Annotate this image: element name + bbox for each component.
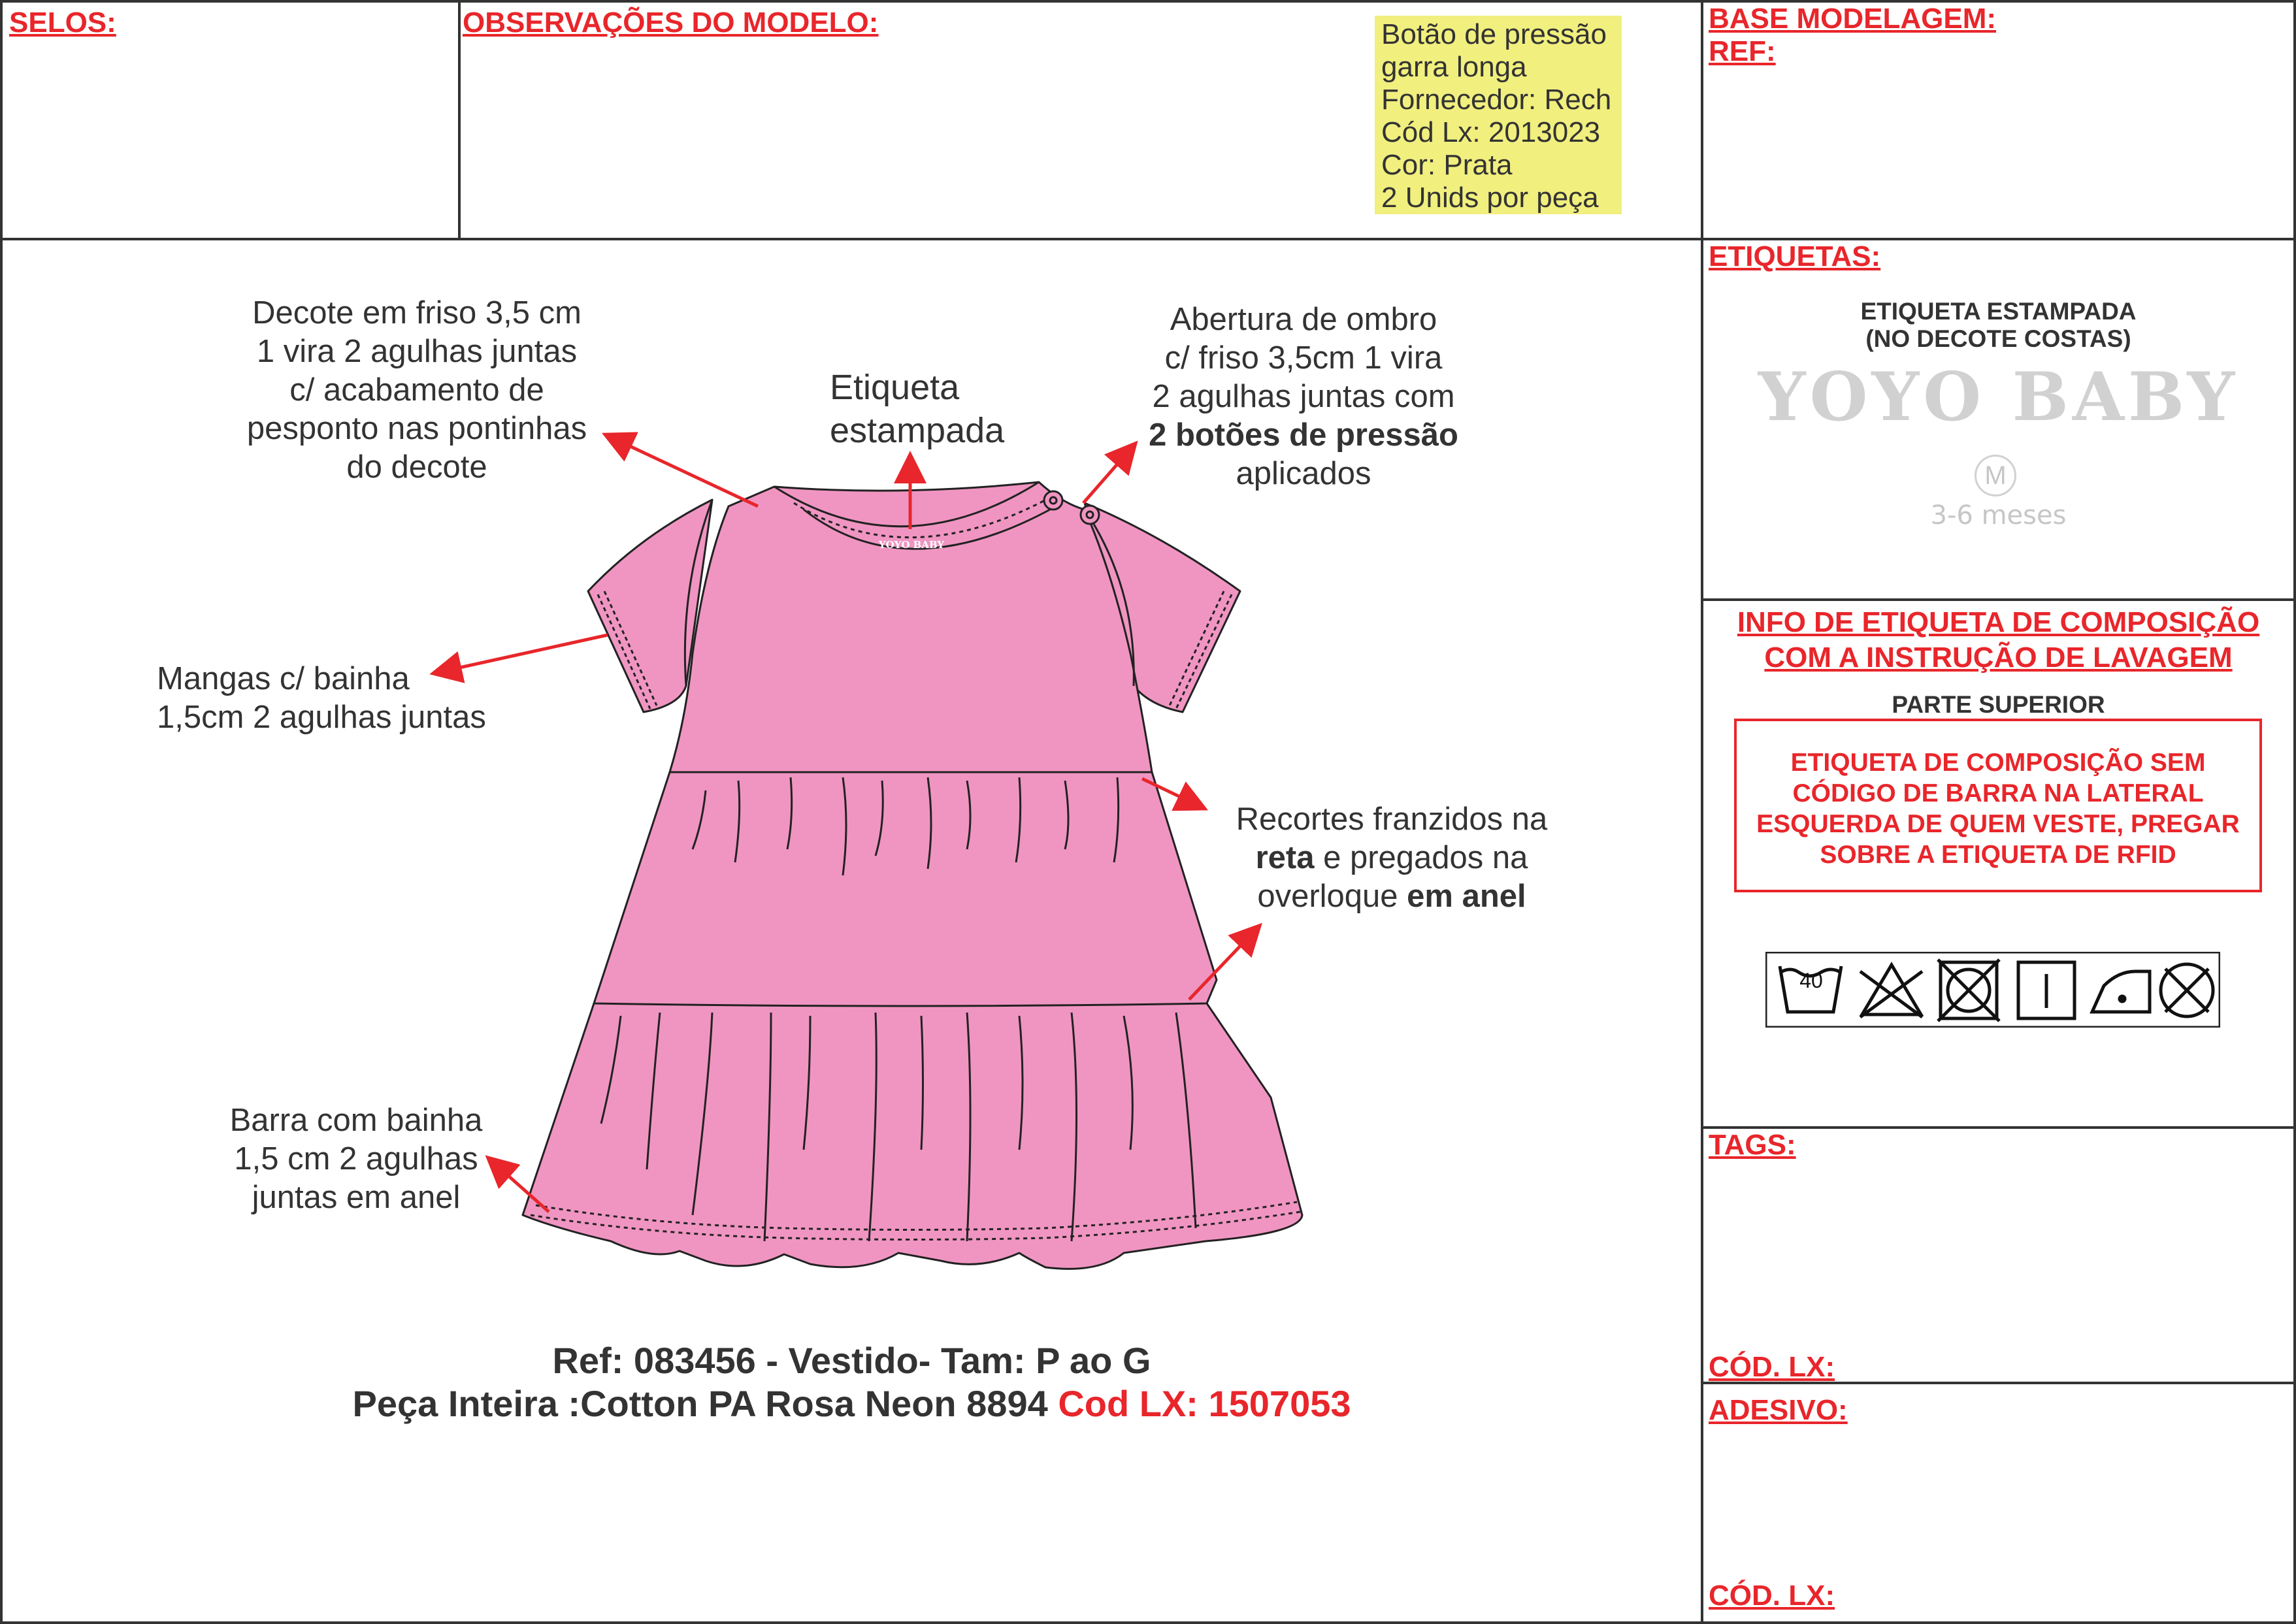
info-title-1: INFO DE ETIQUETA DE COMPOSIÇÃO bbox=[1737, 606, 2260, 638]
observacoes-heading: OBSERVAÇÕES DO MODELO: bbox=[463, 7, 879, 39]
line-dry-icon bbox=[2018, 962, 2075, 1018]
base-modelagem-heading: BASE MODELAGEM: bbox=[1709, 3, 1996, 35]
care-symbols bbox=[1765, 952, 2220, 1028]
decote-note bbox=[221, 294, 613, 487]
warning-line: ESQUERDA DE QUEM VESTE, PREGAR bbox=[1756, 810, 2240, 838]
fabric-description: Peça Inteira :Cotton PA Rosa Neon 8894 bbox=[352, 1383, 1058, 1424]
reference-line-2 bbox=[0, 1382, 1703, 1425]
iron-low-icon bbox=[2092, 971, 2150, 1012]
adesivo-heading: ADESIVO: bbox=[1709, 1394, 1848, 1426]
selos-heading: SELOS: bbox=[9, 7, 116, 39]
ombro-line: aplicados bbox=[1236, 456, 1371, 491]
recortes-note bbox=[1196, 800, 1588, 916]
ombro-bold-line: 2 botões de pressão bbox=[1149, 417, 1458, 453]
warning-line: CÓDIGO DE BARRA NA LATERAL bbox=[1792, 779, 2204, 807]
recortes-line-1: Recortes franzidos na bbox=[1236, 802, 1548, 837]
no-dry-clean-icon bbox=[2161, 964, 2213, 1016]
wash-temp: 40 bbox=[1799, 969, 1823, 992]
recortes-em-anel: em anel bbox=[1407, 879, 1526, 914]
ombro-line: Abertura de ombro bbox=[1170, 302, 1437, 337]
snap-note-line: Cód Lx: 2013023 bbox=[1381, 116, 1601, 148]
decote-line: do decote bbox=[346, 449, 487, 485]
recortes-line-2 bbox=[1196, 839, 1588, 877]
recortes-pregados: e pregados na bbox=[1314, 840, 1528, 875]
no-tumble-dry-icon bbox=[1938, 960, 1999, 1021]
decote-line: c/ acabamento de bbox=[289, 372, 544, 408]
mangas-line: 1,5cm 2 agulhas juntas bbox=[157, 700, 486, 735]
size-age: 3-6 meses bbox=[1930, 500, 2067, 530]
skirt-upper-tier bbox=[594, 772, 1217, 1006]
mangas-note bbox=[150, 660, 516, 737]
etiqueta-line: Etiqueta bbox=[830, 368, 960, 407]
decote-line: Decote em friso 3,5 cm bbox=[252, 295, 582, 331]
barra-note bbox=[199, 1101, 513, 1217]
warning-line: ETIQUETA DE COMPOSIÇÃO SEM bbox=[1790, 749, 2206, 777]
snap-note-line: Fornecedor: Rech bbox=[1381, 84, 1612, 116]
snap-note-line: 2 Unids por peça bbox=[1381, 182, 1599, 214]
etiqueta-note bbox=[804, 366, 1045, 452]
size-letter: M bbox=[1984, 461, 2007, 490]
ombro-line: c/ friso 3,5cm 1 vira bbox=[1164, 340, 1443, 376]
reference-line-1: Ref: 083456 - Vestido- Tam: P ao G bbox=[552, 1340, 1151, 1381]
cod-lx-adesivo: CÓD. LX: bbox=[1709, 1580, 1835, 1612]
info-title-2: COM A INSTRUÇÃO DE LAVAGEM bbox=[1764, 641, 2233, 674]
recortes-reta: reta bbox=[1255, 840, 1315, 875]
barra-line: 1,5 cm 2 agulhas bbox=[234, 1141, 478, 1177]
warning-line: SOBRE A ETIQUETA DE RFID bbox=[1820, 841, 2176, 869]
size-circle bbox=[1975, 455, 2016, 496]
parte-superior: PARTE SUPERIOR bbox=[1892, 691, 2105, 718]
decote-line: pesponto nas pontinhas bbox=[246, 411, 587, 446]
ombro-line: 2 agulhas juntas com bbox=[1152, 379, 1455, 414]
cod-lx-code: Cod LX: 1507053 bbox=[1058, 1383, 1351, 1424]
tags-heading: TAGS: bbox=[1709, 1129, 1796, 1161]
brand-logo: YOYO BABY bbox=[1758, 358, 2239, 436]
neck-label-print: YOYO BABY bbox=[878, 539, 945, 551]
mangas-line: Mangas c/ bainha bbox=[157, 661, 410, 696]
etiqueta-line: estampada bbox=[830, 411, 1005, 450]
snap-note-line: Cor: Prata bbox=[1381, 149, 1513, 181]
barra-line: Barra com bainha bbox=[229, 1103, 483, 1138]
rfid-warning-box bbox=[1734, 719, 2262, 892]
barra-line: juntas em anel bbox=[252, 1180, 461, 1215]
snap-note-line: garra longa bbox=[1381, 51, 1527, 83]
snap-note-line: Botão de pressão bbox=[1381, 18, 1607, 50]
label-position: (NO DECOTE COSTAS) bbox=[1865, 325, 2131, 352]
decote-line: 1 vira 2 agulhas juntas bbox=[256, 334, 578, 369]
label-type: ETIQUETA ESTAMPADA bbox=[1860, 298, 2137, 325]
recortes-overloque: overloque bbox=[1257, 879, 1407, 914]
etiquetas-heading: ETIQUETAS: bbox=[1709, 240, 1881, 272]
cod-lx-tags: CÓD. LX: bbox=[1709, 1351, 1835, 1383]
recortes-line-3 bbox=[1196, 877, 1588, 916]
no-bleach-icon bbox=[1860, 965, 1922, 1017]
ombro-note bbox=[1107, 300, 1500, 493]
ref-heading: REF: bbox=[1709, 35, 1776, 67]
